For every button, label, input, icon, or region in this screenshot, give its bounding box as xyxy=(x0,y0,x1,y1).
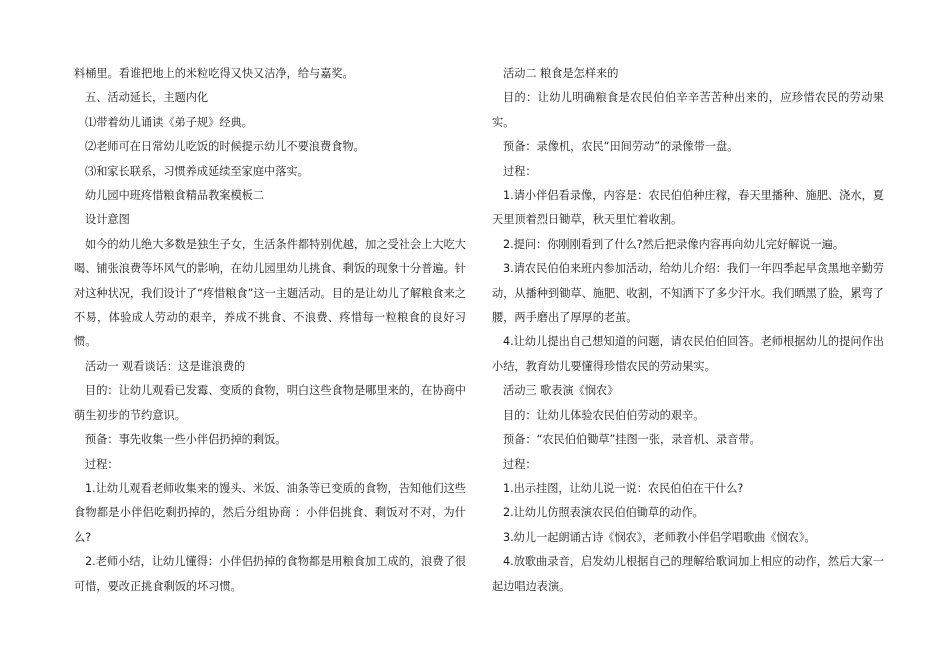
paragraph: 活动一 观看谈话：这是谁浪费的 xyxy=(85,359,246,373)
paragraph: 过程： xyxy=(85,457,119,471)
paragraph: 目的：让幼儿体验农民伯伯劳动的艰辛。 xyxy=(503,408,705,422)
paragraph: 活动二 粮食是怎样来的 xyxy=(503,67,619,80)
paragraph: 3.请农民伯伯来班内参加活动，给幼儿介绍：我们一年四季起早贪黑地辛勤劳动，从播种到锄草、施肥、收割，不知洒下了多少汗水。我们晒黑了脸，累弯了腰，两手磨出了厚厚的老茧。 xyxy=(492,262,884,325)
left-column xyxy=(74,62,466,599)
paragraph: 2.老师小结，让幼儿懂得：小伴侣扔掉的食物都是用粮食加工成的，浪费了很可惜，要改正挑食剩饭的坏习惯。 xyxy=(74,555,466,593)
paragraph: ⑶和家长联系，习惯养成延续至家庭中落实。 xyxy=(85,164,309,178)
paragraph: 目的：让幼儿明确粮食是农民伯伯辛辛苦苦种出来的，应珍惜农民的劳动果实。 xyxy=(492,91,884,129)
paragraph: 目的：让幼儿观看已发霉、变质的食物，明白这些食物是哪里来的，在协商中萌生初步的节约意识。 xyxy=(74,384,466,422)
paragraph: 预备：录像机，农民“田间劳动”的录像带一盘。 xyxy=(503,140,739,154)
paragraph: ⑴带着幼儿诵读《弟子规》经典。 xyxy=(85,115,253,129)
paragraph: 4.放歌曲录音，启发幼儿根据自己的理解给歌词加上相应的动作，然后大家一起边唱边表演。 xyxy=(492,555,884,593)
paragraph: 1.出示挂图，让幼儿说一说：农民伯伯在干什么? xyxy=(503,481,744,495)
paragraph: 如今的幼儿绝大多数是独生子女，生活条件都特别优越，加之受社会上大吃大喝、铺张浪费等坏风气的影响，在幼儿园里幼儿挑食、剩饭的现象十分普遍。针对这种状况，我们设计了“疼惜粮食”这一主题活动。目的是让幼儿了解粮食来之不易，体验成人劳动的艰辛，养成不挑食、不浪费、疼惜每一粒粮食的良好习惯。 xyxy=(74,237,466,349)
paragraph: 设计意图 xyxy=(85,213,130,227)
paragraph: 五、活动延长，主题内化 xyxy=(85,91,209,105)
paragraph: 预备：事先收集一些小伴侣扔掉的剩饭。 xyxy=(85,433,287,447)
paragraph: 4.让幼儿提出自己想知道的问题，请农民伯伯回答。老师根据幼儿的提问作出小结，教育幼儿要懂得珍惜农民的劳动果实。 xyxy=(492,335,884,373)
paragraph: 活动三 歌表演《悯农》 xyxy=(503,384,619,398)
paragraph: 过程： xyxy=(503,164,537,178)
paragraph: 幼儿园中班疼惜粮食精品教案模板二 xyxy=(85,189,265,203)
paragraph: ⑵老师可在日常幼儿吃饭的时候提示幼儿不要浪费食物。 xyxy=(85,140,365,154)
paragraph: 预备：“农民伯伯锄草”挂图一张，录音机、录音带。 xyxy=(503,433,761,447)
paragraph: 3.幼儿一起朗诵古诗《悯农》，老师教小伴侣学唱歌曲《悯农》。 xyxy=(503,530,816,544)
paragraph: 过程： xyxy=(503,457,537,471)
paragraph: 料桶里。看谁把地上的米粒吃得又快又洁净，给与嘉奖。 xyxy=(74,67,354,80)
paragraph: 1.让幼儿观看老师收集来的馒头、米饭、油条等已变质的食物，告知他们这些食物都是小伴侣吃剩扔掉的，然后分组协商 ：小伴侣挑食、剩饭对不对，为什么? xyxy=(74,481,466,544)
right-column xyxy=(492,62,884,599)
paragraph: 2.让幼儿仿照表演农民伯伯锄草的动作。 xyxy=(503,506,704,520)
paragraph: 1.请小伴侣看录像，内容是：农民伯伯种庄稼，春天里播种、施肥、浇水，夏天里顶着烈日锄草，秋天里忙着收割。 xyxy=(492,189,884,227)
paragraph: 2.提问：你刚刚看到了什么?然后把录像内容再向幼儿完好解说一遍。 xyxy=(503,237,845,251)
